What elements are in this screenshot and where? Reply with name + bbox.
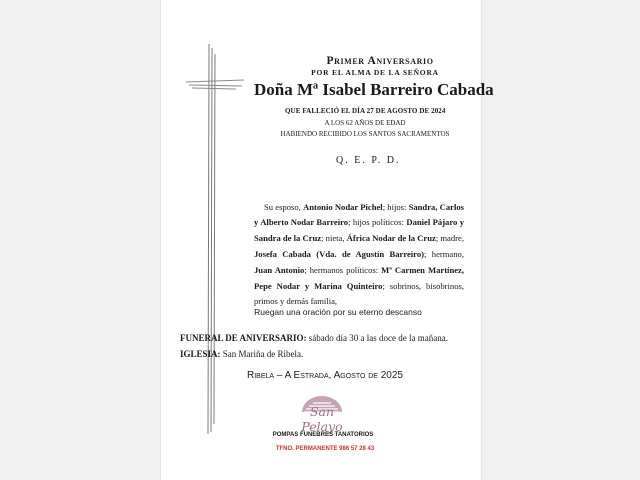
qepd-text: Q. E. P. D.	[336, 155, 401, 166]
church-info: IGLESIA: San Mariña de Ribela.	[180, 349, 304, 359]
prayer-line: Ruegan una oración por su eterno descanso	[254, 307, 422, 317]
family-paragraph: Su esposo, Antonio Nodar Pichel; hijos: Sandra, Carlos y Alberto Nodar Barreiro; hijos políticos: Daniel Pájaro y Sandra de la Cruz; nieta, África Nodar de la Cruz; madre, Josefa Cabada (Vda. de Agustín Barreiro); hermano, Juan Antonio; hermanos políticos: Mª Carmen Martínez, Pepe Nodar y Marina Quinteiro; sobrinos, bisobrinos, primos y demás familia,	[254, 201, 465, 307]
sacraments-line: HABIENDO RECIBIDO LOS SANTOS SACRAMENTOS	[280, 130, 450, 138]
deceased-name: Doña Mª Isabel Barreiro Cabada	[254, 80, 494, 99]
funeral-service-name: POMPAS FUNEBRES TANATORIOS	[272, 432, 374, 438]
cross-icon	[186, 44, 246, 434]
logo-text: San Pelayo	[301, 404, 343, 434]
phone-line: TFNO. PERMANENTE 986 57 28 43	[275, 446, 375, 452]
age-line: A LOS 62 AÑOS DE EDAD	[324, 119, 406, 127]
funeral-info: FUNERAL DE ANIVERSARIO: sábado día 30 a las doce de la mañana.	[180, 333, 448, 343]
soul-subtitle: POR EL ALMA DE LA SEÑORA	[311, 68, 439, 77]
anniversary-title: Primer Aniversario	[326, 55, 434, 67]
death-date-line: QUE FALLECIÓ EL DÍA 27 DE AGOSTO DE 2024	[285, 107, 446, 115]
place-date: Ribela – A Estrada, Agosto de 2025	[247, 370, 403, 381]
